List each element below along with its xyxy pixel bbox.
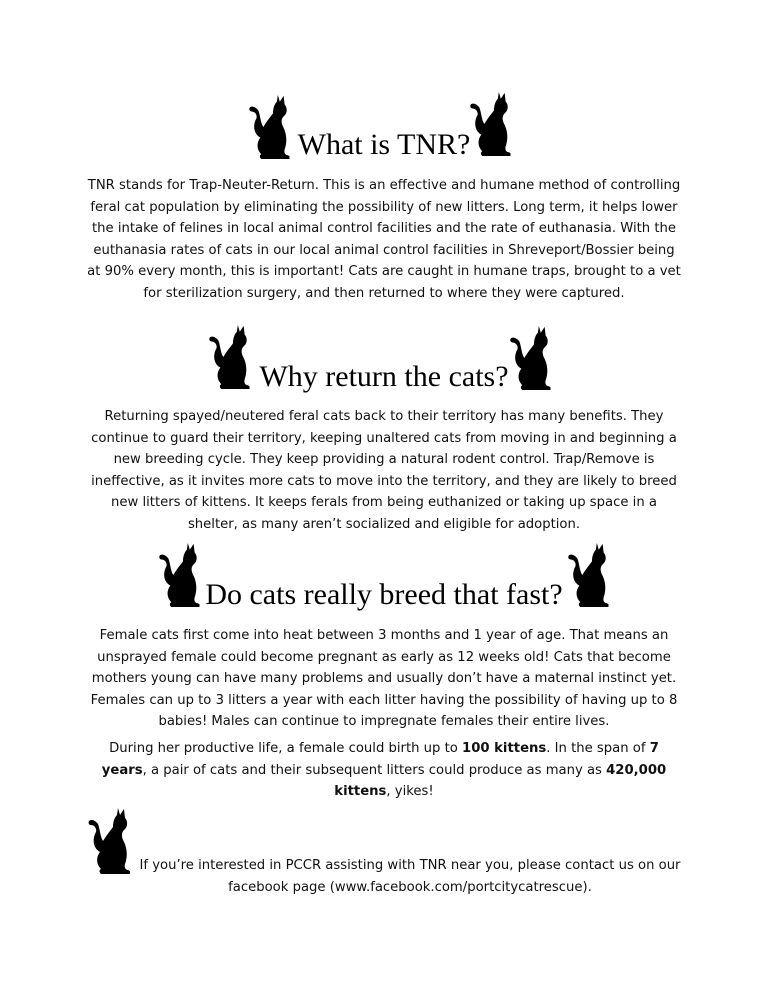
stat-420000-kittens: 420,000 kittens	[334, 762, 667, 800]
section-heading-what-is-tnr: What is TNR?	[297, 128, 471, 161]
stats-text: , a pair of cats and their subsequent litters could produce as many as	[142, 762, 607, 778]
contact-paragraph: If you’re interested in PCCR assisting with TNR near you, please contact us on our facebook page (www.facebook.com/portcitycatrescue).	[139, 858, 681, 895]
section-body-why-return: Returning spayed/neutered feral cats back to their territory has many benefits. They continue to guard their territory, keeping unaltered cats from moving in and beginning a new breeding cycle. They keep providing a natural rodent control. Trap/Remove is ineffective, as it invites more cats to move into the territory, and they are likely to breed new litters of kittens. It keeps ferals from being euthanized or taking up space in a shelter, as many aren’t socialized and eligible for adoption.	[91, 409, 677, 532]
breeding-stats-paragraph	[86, 738, 682, 803]
stat-100-kittens: 100 kittens	[462, 741, 547, 756]
section-body-breed-fast: Female cats first come into heat between 3 months and 1 year of age. That means an unsprayed female could become pregnant as early as 12 weeks old! Cats that become mothers young can have many problems and usually don’t have a maternal instinct yet. Females can up to 3 litters a year with each litter having the possibility of having up to 8 babies! Males can continue to impregnate females their entire lives.	[90, 628, 678, 730]
stat-7-years: 7 years	[101, 741, 659, 778]
section-heading-why-return: Why return the cats?	[259, 360, 509, 393]
cat-silhouette-icon	[467, 90, 519, 158]
section-body-what-is-tnr: TNR stands for Trap-Neuter-Return. This is an effective and humane method of controlling feral cat population by eliminating the possibility of new litters. Long term, it helps lower the intake of felines in local animal control facilities and the rate of euthanasia. With the euthanasia rates of cats in our local animal control facilities in Shreveport/Bossier being at 90% every month, this is important! Cats are caught in humane traps, brought to a vet for sterilization surgery, and then returned to where they were captured.	[87, 178, 681, 301]
section-heading-breed-fast: Do cats really breed that fast?	[205, 578, 563, 611]
stats-text: , yikes!	[386, 784, 434, 800]
stats-text: . In the span of	[546, 741, 650, 756]
stats-text: During her productive life, a female could birth up to	[109, 741, 463, 756]
cat-silhouette-icon	[565, 541, 617, 609]
cat-silhouette-icon	[507, 324, 559, 392]
